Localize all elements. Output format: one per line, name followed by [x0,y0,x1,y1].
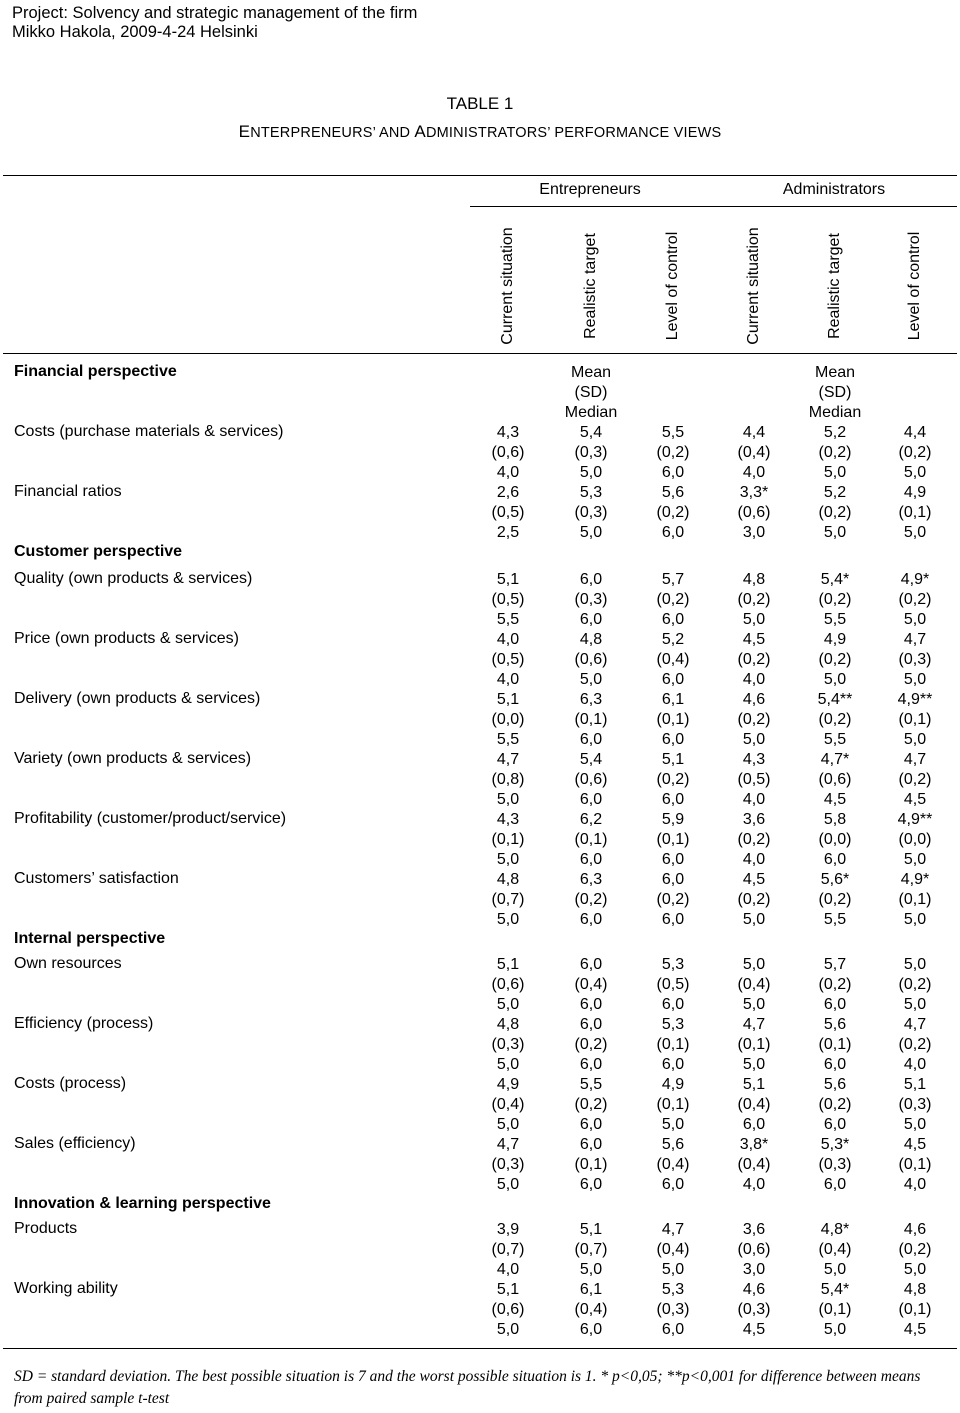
table-cell: 5,5 [823,731,847,748]
table-cell: (0,6) [491,976,525,993]
table-cell: 5,1 [496,571,520,588]
table-cell: 4,0 [742,464,766,481]
table-cell: 5,0 [903,1116,927,1133]
table-cell: 3,6 [742,1221,766,1238]
table-cell: (0,4) [574,976,608,993]
table-cell: 5,1 [661,751,685,768]
row-label: Costs (process) [14,1075,127,1092]
stats-legend-label: Median [808,404,862,421]
table-cell: (0,2) [656,504,690,521]
row-label: Customers’ satisfaction [14,870,179,887]
table-cell: (0,1) [818,1301,852,1318]
table-cell: 5,0 [496,996,520,1013]
table-cell: 5,0 [742,1056,766,1073]
stats-legend-label: Mean [814,364,856,381]
table-cell: (0,7) [574,1241,608,1258]
table-cell: (0,5) [491,591,525,608]
table-cell: 4,9* [900,871,930,888]
table-cell: (0,0) [818,831,852,848]
table-cell: 6,0 [579,1116,603,1133]
table-cell: (0,2) [656,891,690,908]
table-cell: (0,3) [898,1096,932,1113]
table-cell: (0,4) [656,1241,690,1258]
row-label: Costs (purchase materials & services) [14,423,284,440]
table-subtitle: ENTERPRENEURS’ AND ADMINISTRATORS’ PERFORMANCE VIEWS [238,122,722,141]
table-cell: (0,2) [818,591,852,608]
table-cell: 5,0 [903,851,927,868]
table-cell: 6,0 [661,996,685,1013]
table-cell: 4,0 [903,1056,927,1073]
table-cell: 5,6 [661,1136,685,1153]
table-cell: 5,1 [496,691,520,708]
table-cell: 4,3 [742,751,766,768]
table-cell: (0,1) [574,1156,608,1173]
table-cell: (0,2) [737,891,771,908]
column-header-rule [3,353,957,354]
table-cell: 6,0 [661,871,685,888]
table-cell: 4,9** [897,691,933,708]
table-cell: 5,5 [496,731,520,748]
table-cell: 5,6 [823,1016,847,1033]
table-cell: (0,4) [737,976,771,993]
column-header-3: Current situation [745,227,762,345]
stats-legend-label: (SD) [818,384,852,401]
table-cell: 5,0 [903,911,927,928]
header-project-line: Project: Solvency and strategic management of the firm [12,4,418,22]
table-cell: (0,7) [491,1241,525,1258]
table-cell: 5,6* [820,871,850,888]
table-cell: 6,0 [579,571,603,588]
table-cell: 4,8 [579,631,603,648]
table-cell: (0,2) [818,891,852,908]
table-cell: 5,4* [820,1281,850,1298]
table-cell: 5,5 [823,611,847,628]
table-cell: 5,6 [661,484,685,501]
table-cell: (0,1) [737,1036,771,1053]
table-cell: 4,9* [900,571,930,588]
table-cell: 6,0 [823,1176,847,1193]
section-heading: Internal perspective [14,930,166,947]
table-cell: 6,0 [661,731,685,748]
table-cell: 5,0 [823,1321,847,1338]
table-cell: (0,1) [656,711,690,728]
table-cell: (0,3) [656,1301,690,1318]
stats-legend-label: (SD) [574,384,608,401]
table-cell: 6,0 [579,1136,603,1153]
table-cell: 5,1 [742,1076,766,1093]
table-cell: (0,4) [818,1241,852,1258]
column-header-4: Realistic target [826,233,843,339]
table-cell: 6,0 [579,1016,603,1033]
table-cell: 6,3 [579,871,603,888]
table-cell: (0,2) [656,444,690,461]
table-cell: (0,2) [818,651,852,668]
table-cell: (0,7) [491,891,525,908]
table-cell: 5,0 [742,996,766,1013]
table-cell: (0,2) [737,651,771,668]
table-cell: 6,0 [661,1056,685,1073]
table-cell: (0,3) [574,591,608,608]
table-cell: 5,8 [823,811,847,828]
table-cell: 4,9 [496,1076,520,1093]
table-cell: 6,0 [661,791,685,808]
table-cell: 4,5 [903,791,927,808]
table-cell: 5,5 [496,611,520,628]
table-cell: (0,2) [737,831,771,848]
table-cell: 2,5 [496,524,520,541]
table-cell: 5,3 [661,1281,685,1298]
table-cell: (0,2) [574,1036,608,1053]
table-cell: (0,2) [574,891,608,908]
table-cell: (0,6) [818,771,852,788]
table-cell: 6,1 [661,691,685,708]
section-heading: Customer perspective [14,543,183,560]
table-cell: (0,1) [656,1096,690,1113]
table-cell: 4,0 [496,631,520,648]
table-cell: 5,0 [903,1261,927,1278]
table-cell: 5,4 [579,751,603,768]
table-cell: 5,0 [579,464,603,481]
table-bottom-rule [3,1348,957,1349]
table-cell: (0,1) [574,711,608,728]
table-cell: (0,1) [898,504,932,521]
table-cell: 4,7 [903,751,927,768]
table-cell: (0,2) [818,444,852,461]
table-cell: 4,7 [496,1136,520,1153]
table-cell: 4,7* [820,751,850,768]
table-cell: 5,0 [579,1261,603,1278]
table-cell: 3,0 [742,1261,766,1278]
table-cell: 5,2 [823,424,847,441]
table-cell: 5,6 [823,1076,847,1093]
table-cell: (0,6) [574,651,608,668]
row-label: Financial ratios [14,483,122,500]
table-cell: 4,6 [903,1221,927,1238]
table-cell: (0,1) [656,1036,690,1053]
table-cell: 5,0 [496,1116,520,1133]
table-cell: 4,4 [742,424,766,441]
table-cell: 5,0 [903,731,927,748]
table-cell: (0,5) [491,504,525,521]
table-cell: 4,0 [496,671,520,688]
table-cell: 4,8 [903,1281,927,1298]
table-cell: 5,1 [496,1281,520,1298]
table-cell: 5,0 [661,1261,685,1278]
table-cell: 5,2 [823,484,847,501]
table-cell: 6,0 [661,611,685,628]
table-cell: 4,6 [742,691,766,708]
column-header-2: Level of control [664,231,681,341]
table-cell: (0,2) [737,711,771,728]
table-cell: (0,4) [737,444,771,461]
table-cell: (0,2) [574,1096,608,1113]
table-cell: 4,9 [823,631,847,648]
table-cell: (0,2) [898,444,932,461]
table-cell: 3,3* [739,484,769,501]
table-cell: 4,8* [820,1221,850,1238]
table-cell: 5,5 [661,424,685,441]
table-cell: 5,0 [742,911,766,928]
row-label: Price (own products & services) [14,630,239,647]
table-cell: 6,0 [661,851,685,868]
table-cell: 4,7 [496,751,520,768]
table-cell: 5,7 [661,571,685,588]
table-cell: 6,0 [579,791,603,808]
table-cell: 4,0 [742,1176,766,1193]
table-cell: 4,5 [903,1136,927,1153]
table-cell: 6,2 [579,811,603,828]
table-cell: 5,0 [903,611,927,628]
table-cell: (0,4) [491,1096,525,1113]
table-cell: 4,0 [742,791,766,808]
table-cell: (0,2) [656,771,690,788]
table-cell: (0,3) [818,1156,852,1173]
table-cell: 5,0 [903,524,927,541]
table-cell: 2,6 [496,484,520,501]
table-cell: 4,5 [903,1321,927,1338]
table-top-rule [3,175,957,176]
row-label: Products [14,1220,78,1237]
table-cell: (0,2) [818,1096,852,1113]
table-cell: 5,0 [742,956,766,973]
table-cell: (0,2) [737,591,771,608]
table-cell: 3,6 [742,811,766,828]
table-cell: (0,0) [898,831,932,848]
table-cell: (0,4) [574,1301,608,1318]
table-cell: 6,0 [823,1116,847,1133]
table-cell: 3,9 [496,1221,520,1238]
table-footnote: SD = standard deviation. The best possible situation is 7 and the worst possible situation is 1. * p<0,05; **p<0,001 for difference between means from paired sample t-test [14,1368,921,1407]
table-cell: 6,0 [823,996,847,1013]
table-cell: 5,3 [661,956,685,973]
table-cell: (0,6) [491,444,525,461]
table-cell: (0,2) [898,976,932,993]
table-cell: 4,6 [742,1281,766,1298]
table-cell: (0,1) [491,831,525,848]
table-cell: 3,8* [739,1136,769,1153]
table-cell: 6,0 [661,911,685,928]
table-cell: 6,0 [823,851,847,868]
table-cell: (0,1) [898,711,932,728]
table-cell: 6,0 [579,1056,603,1073]
table-cell: 6,1 [579,1281,603,1298]
table-cell: 5,0 [903,671,927,688]
table-cell: 4,7 [661,1221,685,1238]
section-heading: Financial perspective [14,363,177,380]
group-header-administrators: Administrators [782,181,886,198]
row-label: Own resources [14,955,122,972]
table-cell: 6,0 [661,524,685,541]
table-cell: (0,2) [898,1241,932,1258]
table-cell: 4,3 [496,424,520,441]
table-cell: 5,0 [742,731,766,748]
table-cell: 5,0 [903,956,927,973]
row-label: Profitability (customer/product/service) [14,810,287,827]
table-cell: (0,3) [491,1156,525,1173]
table-cell: 5,4 [579,424,603,441]
table-cell: 5,0 [903,996,927,1013]
table-cell: 6,0 [579,611,603,628]
table-cell: (0,1) [818,1036,852,1053]
table-cell: 5,0 [823,671,847,688]
table-cell: (0,8) [491,771,525,788]
table-cell: 4,8 [496,1016,520,1033]
table-cell: (0,1) [656,831,690,848]
table-cell: 5,3 [579,484,603,501]
table-cell: (0,5) [656,976,690,993]
table-cell: 6,0 [579,851,603,868]
table-cell: 6,0 [661,1321,685,1338]
table-cell: 5,0 [823,464,847,481]
table-cell: (0,1) [574,831,608,848]
table-cell: 6,0 [579,956,603,973]
table-cell: 5,5 [579,1076,603,1093]
table-cell: 5,0 [496,1321,520,1338]
table-cell: 6,0 [579,911,603,928]
table-title: TABLE 1 [446,94,514,113]
table-cell: 6,3 [579,691,603,708]
row-label: Quality (own products & services) [14,570,253,587]
table-cell: 5,4** [817,691,853,708]
table-cell: 4,0 [742,671,766,688]
table-cell: (0,3) [574,444,608,461]
table-cell: (0,1) [898,891,932,908]
table-cell: (0,4) [737,1156,771,1173]
table-cell: (0,6) [491,1301,525,1318]
header-author-line: Mikko Hakola, 2009-4-24 Helsinki [12,23,258,41]
table-cell: (0,3) [491,1036,525,1053]
table-cell: 5,0 [496,1056,520,1073]
table-cell: 6,0 [823,1056,847,1073]
table-cell: (0,6) [574,771,608,788]
table-cell: 5,1 [496,956,520,973]
table-cell: 5,0 [742,611,766,628]
table-cell: 4,9 [903,484,927,501]
table-cell: 5,2 [661,631,685,648]
table-cell: (0,3) [574,504,608,521]
row-label: Delivery (own products & services) [14,690,261,707]
table-cell: 4,9** [897,811,933,828]
section-heading: Innovation & learning perspective [14,1195,271,1212]
table-cell: 4,7 [742,1016,766,1033]
row-label: Efficiency (process) [14,1015,154,1032]
stats-legend-label: Median [564,404,618,421]
table-cell: 4,9 [661,1076,685,1093]
table-cell: (0,1) [898,1156,932,1173]
table-cell: (0,2) [898,1036,932,1053]
table-cell: (0,2) [818,504,852,521]
table-cell: 4,0 [496,1261,520,1278]
table-cell: (0,2) [818,711,852,728]
table-cell: 5,0 [823,1261,847,1278]
table-cell: 4,3 [496,811,520,828]
table-cell: (0,5) [491,651,525,668]
table-cell: 5,0 [496,791,520,808]
table-cell: 5,0 [579,524,603,541]
table-cell: 5,1 [579,1221,603,1238]
table-cell: 4,5 [742,1321,766,1338]
table-cell: (0,6) [737,1241,771,1258]
table-cell: (0,4) [656,651,690,668]
row-label: Working ability [14,1280,118,1297]
table-cell: 5,3 [661,1016,685,1033]
table-cell: (0,4) [737,1096,771,1113]
table-cell: 5,0 [823,524,847,541]
table-cell: 4,0 [496,464,520,481]
stats-legend-label: Mean [570,364,612,381]
table-cell: 6,0 [579,1321,603,1338]
table-cell: 6,0 [579,996,603,1013]
table-cell: 3,0 [742,524,766,541]
column-header-5: Level of control [906,231,923,341]
table-cell: 5,0 [496,1176,520,1193]
row-label: Sales (efficiency) [14,1135,136,1152]
table-cell: 4,5 [742,871,766,888]
table-cell: 4,0 [903,1176,927,1193]
table-cell: 5,7 [823,956,847,973]
table-cell: 5,1 [903,1076,927,1093]
column-header-1: Realistic target [582,233,599,339]
table-cell: 4,7 [903,631,927,648]
table-cell: 5,4* [820,571,850,588]
row-label: Variety (own products & services) [14,750,252,767]
table-cell: 4,8 [496,871,520,888]
table-cell: 4,8 [742,571,766,588]
group-header-rule [470,206,957,207]
table-cell: 4,5 [742,631,766,648]
table-cell: (0,4) [656,1156,690,1173]
table-cell: 5,0 [496,851,520,868]
table-cell: (0,3) [898,651,932,668]
table-cell: 5,0 [496,911,520,928]
table-cell: (0,2) [656,591,690,608]
table-cell: 6,0 [579,731,603,748]
table-cell: (0,3) [737,1301,771,1318]
table-cell: 5,5 [823,911,847,928]
table-cell: 5,9 [661,811,685,828]
table-cell: 4,0 [742,851,766,868]
table-cell: 4,7 [903,1016,927,1033]
table-cell: (0,6) [737,504,771,521]
group-header-entrepreneurs: Entrepreneurs [539,181,641,198]
table-cell: 6,0 [661,1176,685,1193]
table-cell: (0,0) [491,711,525,728]
table-cell: 4,5 [823,791,847,808]
table-cell: 5,0 [661,1116,685,1133]
table-cell: 6,0 [661,464,685,481]
table-cell: 5,0 [903,464,927,481]
table-cell: (0,5) [737,771,771,788]
table-cell: 6,0 [579,1176,603,1193]
table-cell: (0,2) [898,591,932,608]
table-cell: 6,0 [742,1116,766,1133]
table-cell: (0,2) [818,976,852,993]
table-cell: 6,0 [661,671,685,688]
column-header-0: Current situation [499,227,516,345]
table-cell: 5,0 [579,671,603,688]
table-cell: (0,2) [898,771,932,788]
table-cell: 5,3* [820,1136,850,1153]
table-cell: 4,4 [903,424,927,441]
table-cell: (0,1) [898,1301,932,1318]
